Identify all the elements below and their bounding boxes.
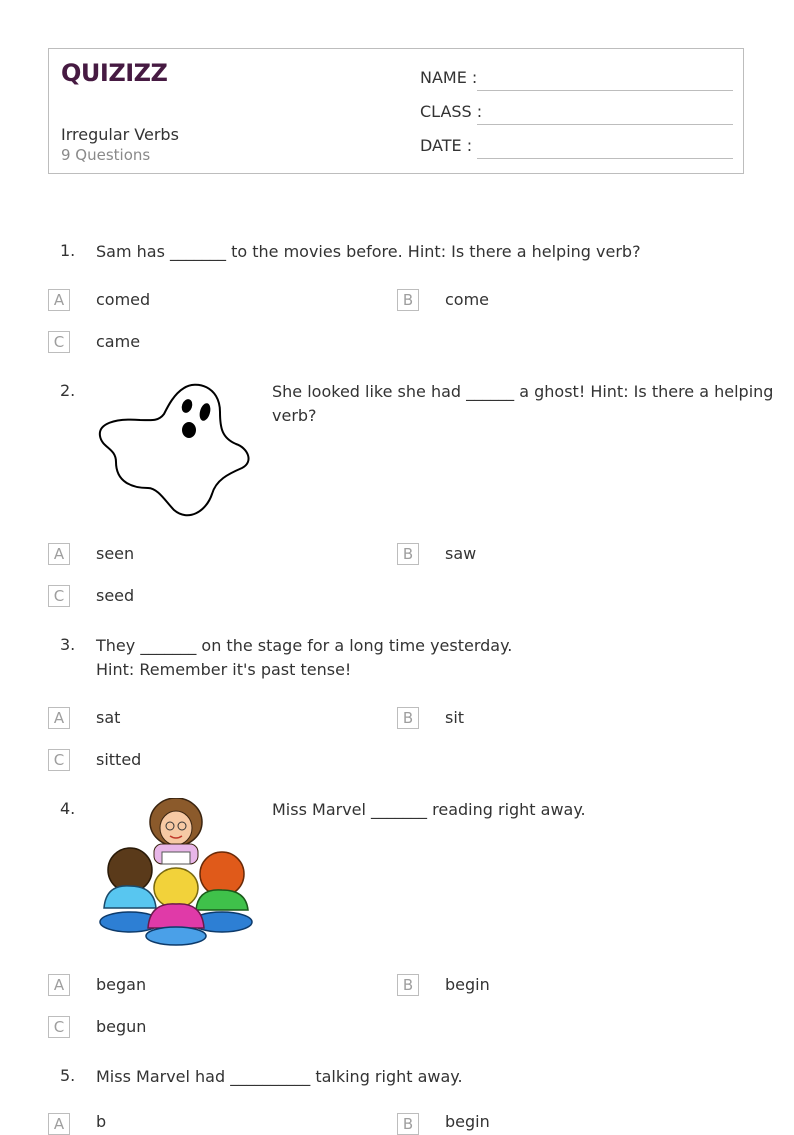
question-text: Sam has _______ to the movies before. Hint: Is there a helping verb? (96, 242, 641, 261)
question-count: 9 Questions (61, 146, 151, 164)
option-text: begun (96, 1017, 147, 1036)
option-text: begin (445, 1112, 490, 1131)
question-text: Miss Marvel had __________ talking right away. (96, 1067, 463, 1086)
option-letter-box: C (48, 1016, 70, 1038)
option-letter-box: C (48, 749, 70, 771)
question-text: Miss Marvel _______ reading right away. (272, 800, 586, 819)
date-label: DATE : (420, 136, 473, 155)
option-text: sitted (96, 750, 142, 769)
option-letter-box: A (48, 974, 70, 996)
class-line (477, 124, 733, 125)
option-letter-box: C (48, 331, 70, 353)
name-label: NAME : (420, 68, 478, 87)
option-letter-box: B (397, 1113, 419, 1135)
option-letter-box: A (48, 289, 70, 311)
option-text: saw (445, 544, 477, 563)
option-text: begin (445, 975, 490, 994)
option-text: came (96, 332, 141, 351)
option-letter-box: B (397, 289, 419, 311)
class-label: CLASS : (420, 102, 483, 121)
option-letter-box: B (397, 974, 419, 996)
option-letter-box: A (48, 1113, 70, 1135)
option-text: sit (445, 708, 465, 727)
question-number: 2. (60, 381, 76, 400)
option-letter-box: B (397, 543, 419, 565)
date-line (477, 158, 733, 159)
option-letter-box: B (397, 707, 419, 729)
storytime-children-icon (96, 798, 258, 948)
option-text: seed (96, 586, 135, 605)
option-text: seen (96, 544, 135, 563)
question-text-line: verb? (272, 406, 317, 425)
option-text: began (96, 975, 147, 994)
question-number: 4. (60, 799, 76, 818)
question-number: 3. (60, 635, 76, 654)
question-text-line: Hint: Remember it's past tense! (96, 660, 352, 679)
worksheet-header (48, 48, 744, 174)
option-text: b (96, 1112, 107, 1131)
ghost-icon (96, 382, 252, 520)
question-number: 5. (60, 1066, 76, 1085)
option-letter-box: A (48, 707, 70, 729)
option-text: sat (96, 708, 121, 727)
question-text-line: She looked like she had ______ a ghost! Hint: Is there a helping (272, 382, 774, 401)
quizizz-logo: QUIZIZZ (61, 59, 168, 87)
option-letter-box: C (48, 585, 70, 607)
question-text-line: They _______ on the stage for a long time yesterday. (96, 636, 513, 655)
option-text: comed (96, 290, 151, 309)
option-text: come (445, 290, 490, 309)
option-letter-box: A (48, 543, 70, 565)
name-line (477, 90, 733, 91)
question-number: 1. (60, 241, 76, 260)
worksheet-title: Irregular Verbs (61, 125, 179, 144)
